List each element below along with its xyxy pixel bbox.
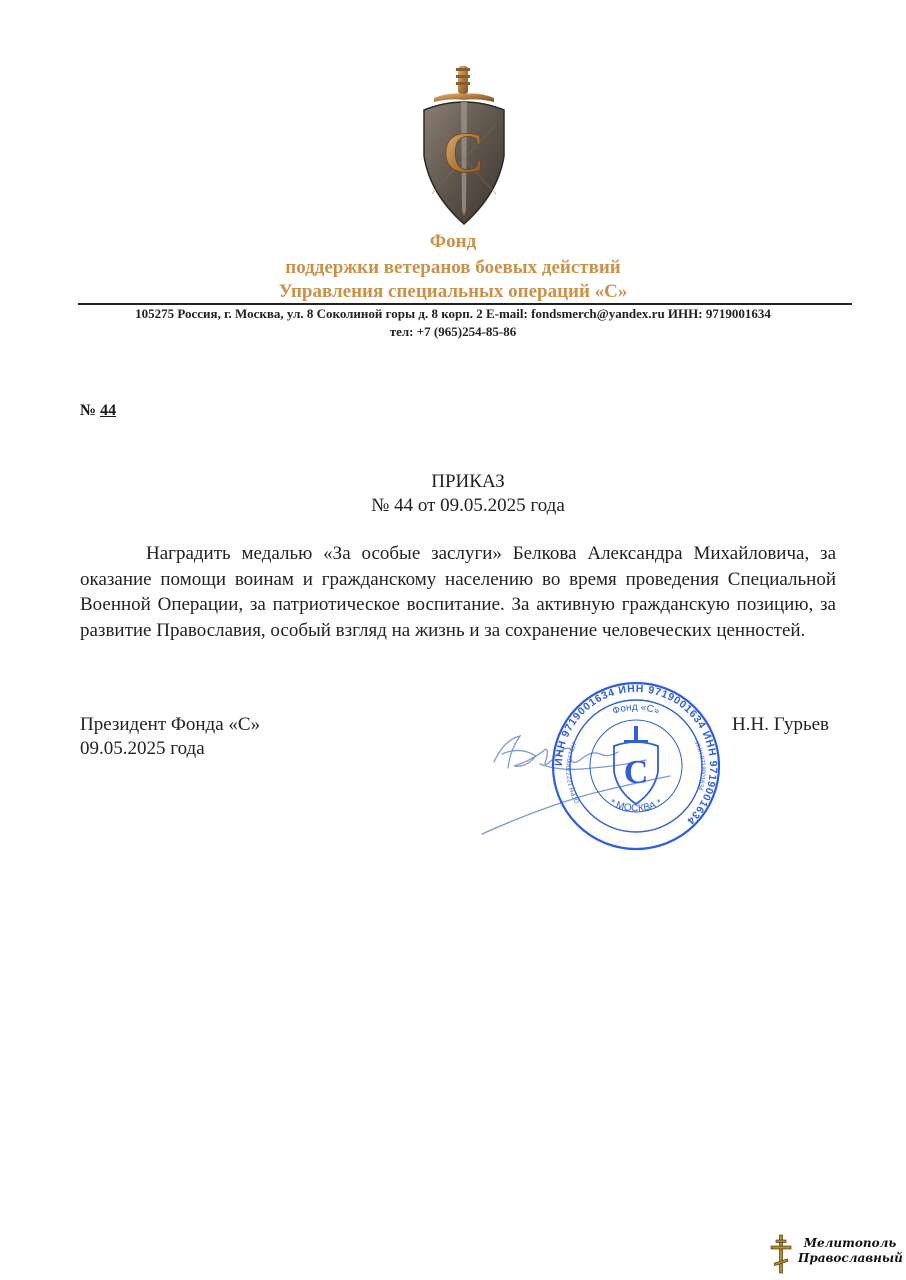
stamp-inn: ИНН 9719001634 bbox=[693, 740, 706, 791]
document-subtitle: № 44 от 09.05.2025 года bbox=[371, 495, 565, 516]
org-name-line3: Управления специальных операций «С» bbox=[278, 281, 628, 302]
stamp-outer-text: ИНН 9719001634 ИНН 9719001634 ИНН 9719001634 bbox=[552, 682, 720, 827]
emblem-letter: С bbox=[443, 120, 485, 185]
watermark-line1: Мелитополь bbox=[803, 1236, 897, 1250]
official-stamp bbox=[550, 680, 722, 852]
watermark-text bbox=[798, 1236, 902, 1266]
shield-emblem-icon bbox=[418, 64, 510, 226]
document-number-prefix: № bbox=[80, 402, 97, 419]
document-title: ПРИКАЗ bbox=[431, 471, 505, 492]
stamp-fund-label: Фонд «С» bbox=[611, 701, 662, 718]
orthodox-cross-icon bbox=[770, 1234, 792, 1274]
signatory-block bbox=[80, 713, 260, 761]
watermark-line2: Православный bbox=[798, 1251, 903, 1265]
svg-text:ОГРН 1227700047697 bbox=[566, 741, 581, 804]
org-name-line2: поддержки ветеранов боевых действий bbox=[285, 257, 621, 278]
stamp-emblem-letter: С bbox=[623, 754, 649, 791]
signatory-position: Президент Фонда «С» bbox=[80, 714, 261, 735]
signer-name: Н.Н. Гурьев bbox=[732, 714, 830, 735]
org-address: 105275 Россия, г. Москва, ул. 8 Соколиной горы д. 8 корп. 2 E-mail: fondsmerch@yandex.ru ИНН: 9719001634 bbox=[135, 306, 771, 321]
stamp-shield-icon bbox=[614, 726, 658, 804]
document-number-value: 44 bbox=[100, 402, 117, 419]
signature-date: 09.05.2025 года bbox=[80, 738, 205, 759]
document-number bbox=[80, 402, 116, 420]
document-body: Наградить медалью «За особые заслуги» Белкова Александра Михайловича, за оказание помощи воинам и гражданскому населению во время проведения Специальной Военной Операции, за патриотическое воспитание. За активную гражданскую позицию, за развитие Православия, особый взгляд на жизнь и за сохранение человеческих ценностей. bbox=[80, 543, 836, 641]
org-phone: тел: +7 (965)254-85-86 bbox=[389, 324, 517, 339]
svg-text:Фонд «С» bbox=[611, 702, 661, 718]
watermark-logo bbox=[770, 1234, 903, 1274]
stamp-city: * МОСКВА * bbox=[607, 797, 665, 815]
svg-text:ИНН 9719001634 bbox=[693, 741, 705, 791]
svg-text:* МОСКВА * bbox=[608, 797, 664, 814]
stamp-ogrn: ОГРН 1227700047697 bbox=[566, 741, 582, 805]
org-name-line1: Фонд bbox=[429, 231, 477, 252]
